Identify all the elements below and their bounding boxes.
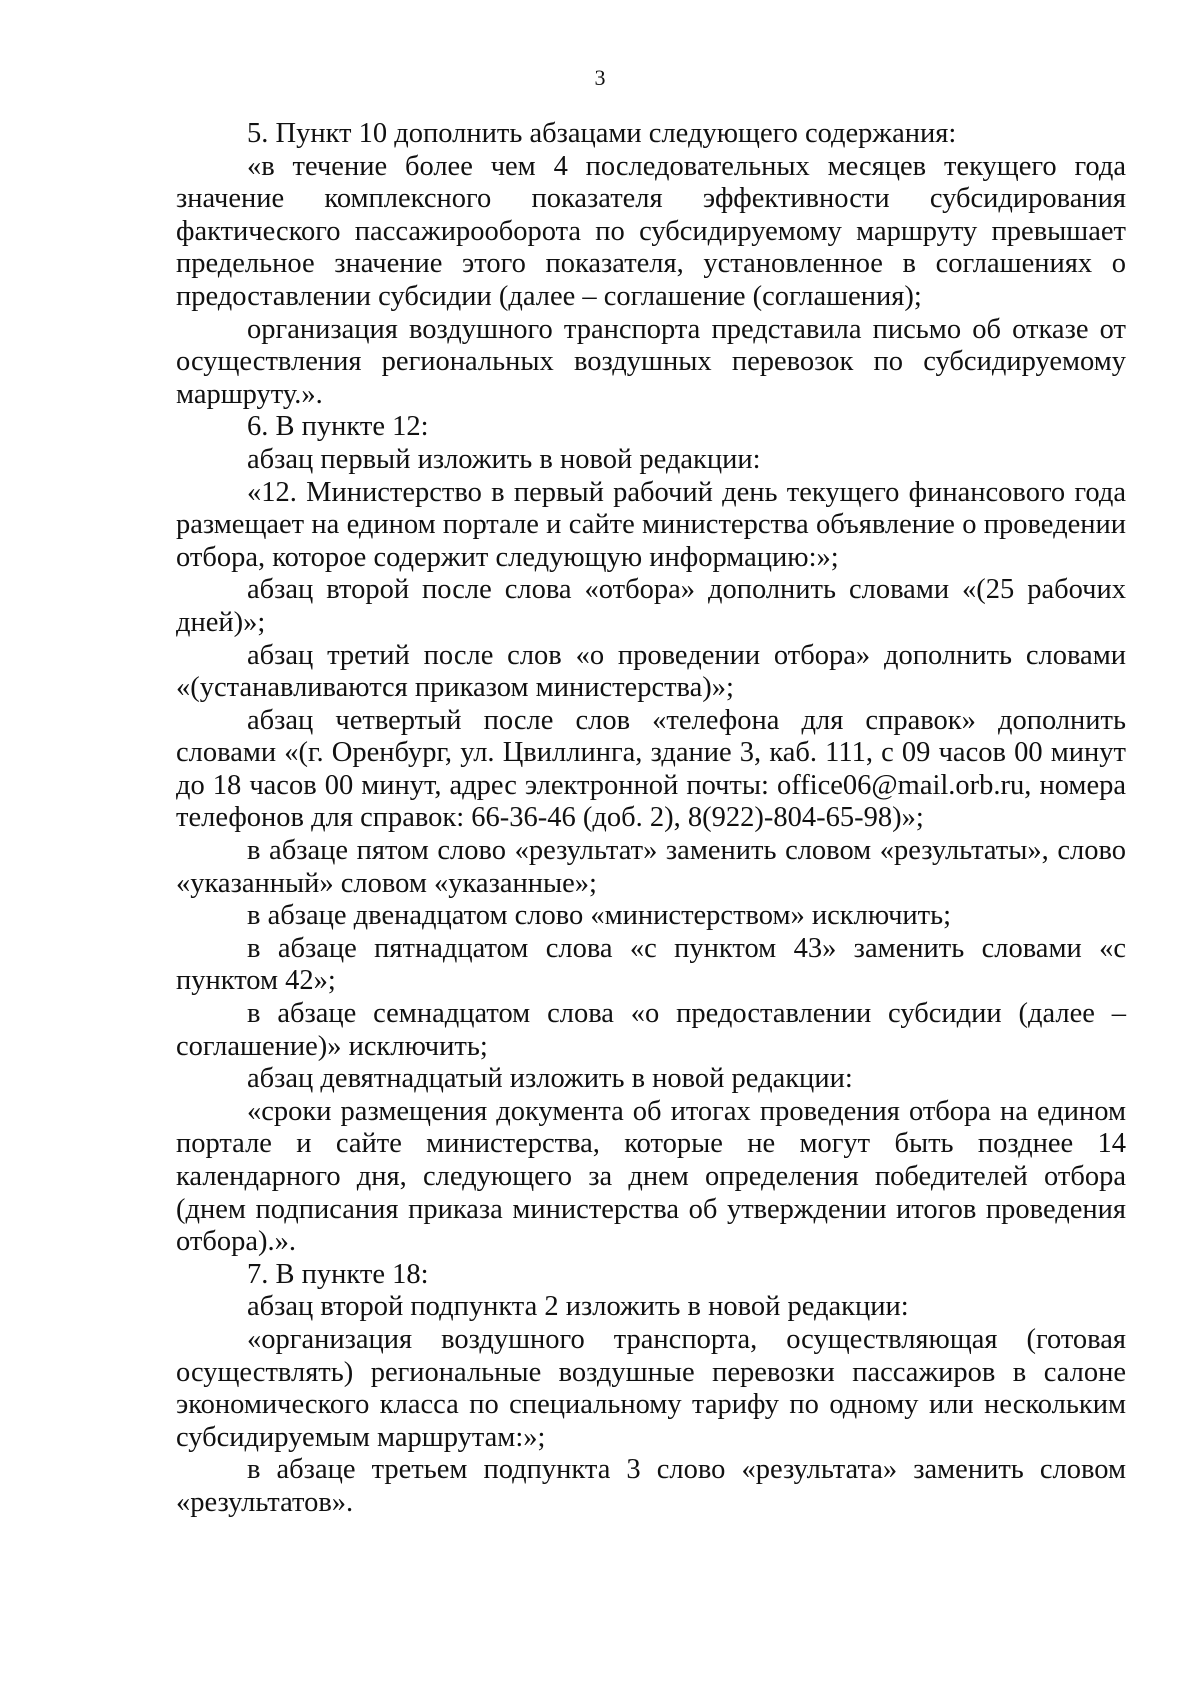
document-body [176, 118, 1126, 1520]
paragraph-fifteenth-abzac: в абзаце пятнадцатом слова «с пунктом 43» заменить словами «с пунктом 42»; [176, 932, 1126, 997]
paragraph-item-5-header: 5. Пункт 10 дополнить абзацами следующего содержания: [247, 118, 957, 149]
paragraph-subpoint-2: абзац второй подпункта 2 изложить в новой редакции: [247, 1291, 909, 1323]
paragraph-item-6-header: 6. В пункте 12: [247, 411, 429, 443]
paragraph-deadline-quote: «сроки размещения документа об итогах проведения отбора на едином портале и сайте министерства, которые не могут быть позднее 14 календарного дня, следующего за днем определения победителей отбора (днем подписания приказа министерства об утверждении итогов проведения отбора).». [176, 1095, 1126, 1258]
paragraph-third-abzac: абзац третий после слов «о проведении отбора» дополнить словами «(устанавливаются приказом министерства)»; [176, 639, 1126, 704]
paragraph-organization-quote: «организация воздушного транспорта, осуществляющая (готовая осуществлять) региональные воздушные перевозки пассажиров в салоне экономического класса по специальному тарифу по одному или нескольким субсидируемым маршрутам:»; [176, 1323, 1126, 1453]
paragraph-seventeenth-abzac: в абзаце семнадцатом слова «о предоставлении субсидии (далее – соглашение)» исключить; [176, 998, 1126, 1062]
paragraph-subpoint-3: в абзаце третьем подпункта 3 слово «результата» заменить словом «результатов». [176, 1454, 1126, 1518]
paragraph-fifth-abzac: в абзаце пятом слово «результат» заменить словом «результаты», слово «указанный» словом «указанные»; [176, 835, 1126, 899]
paragraph-fourth-abzac: абзац четвертый после слов «телефона для справок» дополнить словами «(г. Оренбург, ул. Цвиллинга, здание 3, каб. 111, с 09 часов 00 минут до 18 часов 00 минут, адрес электронной почты: office06@mail.orb.ru, номера телефонов для справок: 66-36-46 (доб. 2), 8(922)-804-65-98)»; [176, 704, 1126, 834]
page-number: 3 [594, 65, 606, 90]
paragraph-refusal-letter: организация воздушного транспорта представила письмо об отказе от осуществления региональных воздушных перевозок по субсидируемому маршруту.». [176, 313, 1126, 410]
paragraph-first-abzac: абзац первый изложить в новой редакции: [247, 443, 761, 475]
paragraph-nineteenth-abzac: абзац девятнадцатый изложить в новой редакции: [247, 1063, 853, 1095]
paragraph-point-12-text: «12. Министерство в первый рабочий день текущего финансового года размещает на едином портале и сайте министерства объявление о проведении отбора, которое содержит следующую информацию:»; [176, 476, 1126, 573]
paragraph-quote-indicator: «в течение более чем 4 последовательных месяцев текущего года значение комплексного показателя эффективности субсидирования фактического пассажирооборота по субсидируемому маршруту превышает предельное значение этого показателя, установленное в соглашениях о предоставлении субсидии (далее – соглашение (соглашения); [176, 150, 1126, 312]
paragraph-second-abzac: абзац второй после слова «отбора» дополнить словами «(25 рабочих дней)»; [176, 574, 1126, 638]
paragraph-item-7-header: 7. В пункте 18: [247, 1258, 429, 1290]
paragraph-twelfth-abzac: в абзаце двенадцатом слово «министерством» исключить; [247, 900, 952, 932]
